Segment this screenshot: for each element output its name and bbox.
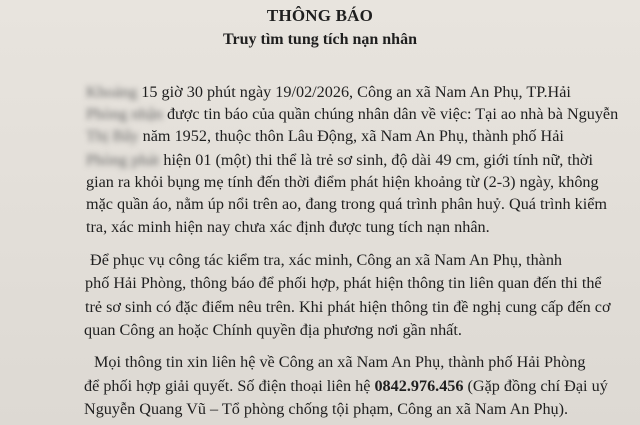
paragraph-1-line-6: mặc quần áo, nằm úp nổi trên ao, đang trong quá trình phân huỷ. Quá trình kiểm xyxy=(86,195,608,213)
redacted-text: Khoảng xyxy=(86,83,138,101)
redacted-text: Phòng nhận xyxy=(86,105,163,123)
paragraph-1-line-4 xyxy=(86,149,593,171)
phone-number: 0842.976.456 xyxy=(374,377,464,395)
paragraph-2-line-3: trẻ sơ sinh có đặc điểm nêu trên. Khi phát hiện thông tin đề nghị cung cấp đến cơ xyxy=(85,298,611,316)
text-line: hiện 01 (một) thi thể là trẻ sơ sinh, độ dài 49 cm, giới tính nữ, thời xyxy=(163,151,593,169)
paragraph-2-line-1: Để phục vụ công tác kiểm tra, xác minh, Công an xã Nam An Phụ, thành xyxy=(90,251,563,269)
paragraph-3-line-3: Nguyễn Quang Vũ – Tổ phòng chống tội phạm, Công an xã Nam An Phụ). xyxy=(84,400,569,418)
text-segment: để phối hợp giải quyết. Số điện thoại liên hệ xyxy=(84,377,375,395)
paragraph-3-line-2 xyxy=(84,375,608,397)
redacted-text: Phòng phát xyxy=(86,151,160,169)
text-line: 15 giờ 30 phút ngày 19/02/2026, Công an xã Nam An Phụ, TP.Hải xyxy=(141,83,571,101)
text-line: năm 1952, thuộc thôn Lâu Động, xã Nam An Phụ, thành phố Hải xyxy=(142,127,564,145)
text-segment: (Gặp đồng chí Đại uý xyxy=(463,377,608,395)
paragraph-1-line-7: tra, xác minh hiện nay chưa xác định được tung tích nạn nhân. xyxy=(86,218,490,236)
paragraph-1-line-5: gian ra khỏi bụng mẹ tính đến thời điểm phát hiện khoảng từ (2-3) ngày, không xyxy=(86,173,599,191)
paragraph-1-line-3 xyxy=(86,125,564,147)
paragraph-2-line-2: phố Hải Phòng, thông báo để phối hợp, phát hiện thông tin liên quan đến thi thể xyxy=(85,274,602,292)
redacted-text: Thị Bẩy xyxy=(86,127,139,145)
paragraph-1-line-1 xyxy=(86,81,571,103)
paragraph-3-line-1: Mọi thông tin xin liên hệ về Công an xã Nam An Phụ, thành phố Hải Phòng xyxy=(94,353,586,371)
document-subtitle: Truy tìm tung tích nạn nhân xyxy=(223,31,417,48)
document-title: THÔNG BÁO xyxy=(266,6,374,25)
paragraph-1-line-2 xyxy=(86,103,618,125)
paragraph-2-line-4: quan Công an hoặc Chính quyền địa phương nơi gần nhất. xyxy=(84,321,462,339)
text-line: được tin báo của quần chúng nhân dân về việc: Tại ao nhà bà Nguyễn xyxy=(166,105,619,123)
